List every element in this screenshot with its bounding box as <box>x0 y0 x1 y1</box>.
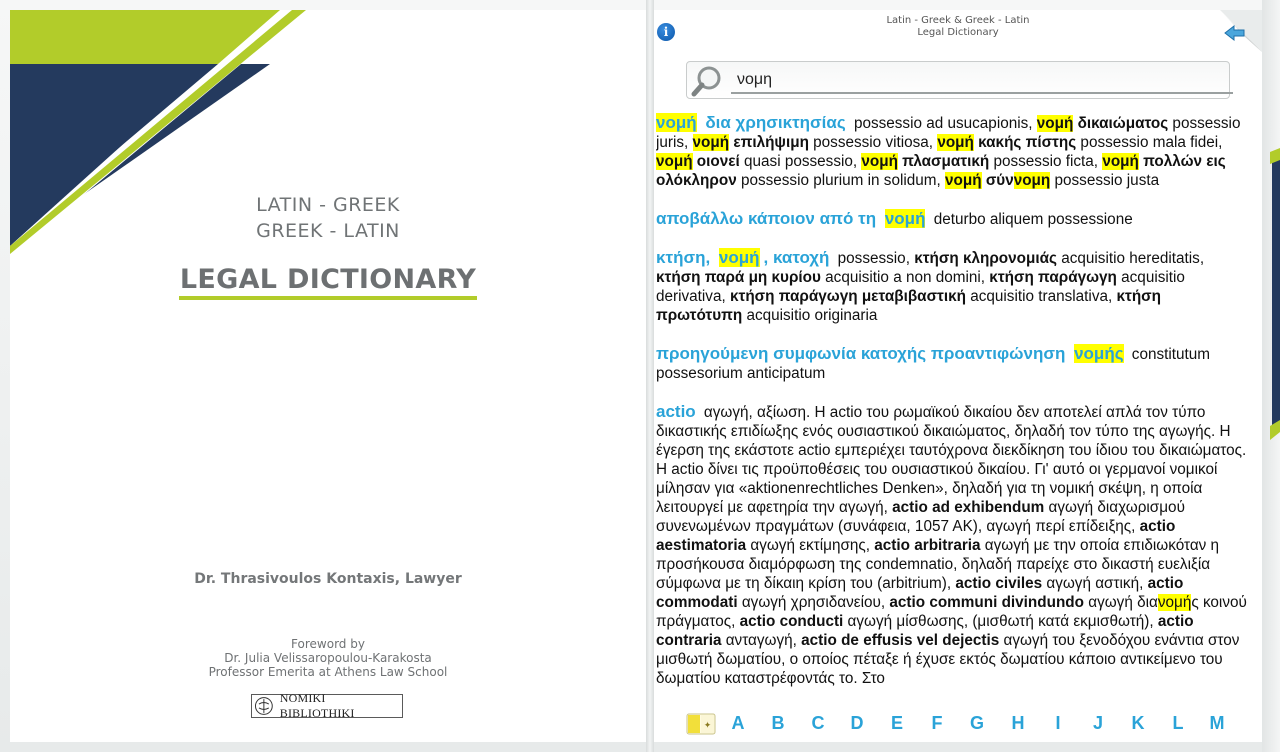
result-text: actio communi divindundo <box>889 594 1084 611</box>
result-text: acquisitio derivativa, <box>656 269 1185 305</box>
result-text: actio ad exhibendum <box>892 499 1045 516</box>
letter-h-button[interactable]: H <box>1011 713 1025 733</box>
result-text: νομή <box>937 134 974 151</box>
back-button[interactable] <box>1222 20 1252 48</box>
result-text: επιλήψιμη <box>729 134 809 151</box>
result-text: νομή <box>861 153 898 170</box>
letter-e-button[interactable]: E <box>890 713 903 733</box>
result-text: actio commodati <box>656 575 1184 611</box>
result-text: actio arbitraria <box>874 537 981 554</box>
result-text: αγωγή διαχωρισμού συνενωμένων πραγμάτων (συνάφεια, 1057 ΑΚ), αγωγή περί επίδειξης, <box>656 499 1185 535</box>
result-text: νομή <box>1102 153 1139 170</box>
result-text: possessio ad usucapionis, <box>849 115 1037 132</box>
result-text: νομή <box>692 134 730 151</box>
result-text: αγωγή αστική, <box>1042 575 1148 592</box>
edge-decoration <box>1262 0 1280 752</box>
result-text: αγωγή του ξενοδόχου ενάντια στον μισθωτή δωματίου, ο οποίος πέταξε ή έχυσε εκτός δωματίου κάποιο αντικείμενο του δωματίου καταστρέφοντάς το. Στο <box>656 632 1240 687</box>
result-headword: προηγούμενη συμφωνία κατοχής προαντιφώνηση <box>656 344 1071 363</box>
result-text: αγωγή μίσθωσης, (μισθωτή κατά εκμισθωτή), <box>843 613 1158 630</box>
letter-d-button[interactable]: D <box>850 713 864 733</box>
letter-l-button[interactable]: L <box>1172 713 1184 733</box>
info-button[interactable] <box>657 23 675 41</box>
result-text: κτήση πρωτότυπη <box>656 288 1161 324</box>
cover-title <box>10 264 646 300</box>
letter-b-button[interactable]: B <box>771 713 785 733</box>
bookmarks-icon[interactable] <box>686 712 716 736</box>
result-text: κτήση παράγωγη μεταβιβαστική <box>729 288 966 305</box>
app-title-line2: Legal Dictionary <box>917 27 999 38</box>
result-text: quasi possessio, <box>739 153 862 170</box>
result-text: actio civiles <box>955 575 1043 592</box>
result-text: possessio vitiosa, <box>808 134 938 151</box>
result-text: κακής πίστης <box>973 134 1077 151</box>
letter-i-button[interactable]: I <box>1055 713 1061 733</box>
result-text: κτήση κληρονομιάς <box>914 250 1057 267</box>
magnifier-icon[interactable] <box>691 64 725 98</box>
result-text: δικαιώματος <box>1073 115 1169 132</box>
result-text: αγωγή δια <box>1084 594 1158 611</box>
result-text: acquisitio translativa, <box>965 288 1117 305</box>
results-list <box>656 113 1250 701</box>
letter-g-button[interactable]: G <box>969 713 984 733</box>
alphabet-bar <box>654 710 1262 742</box>
result-text: νομή <box>945 172 982 189</box>
result-entry[interactable] <box>656 248 1250 325</box>
result-text: νομη <box>1013 172 1051 189</box>
result-text: πλασματική <box>897 153 990 170</box>
foreword-label: Foreword by <box>291 637 365 651</box>
publisher-name: NOMIKI BIBLIOTHIKI <box>279 691 355 720</box>
result-text: possessio juris, <box>656 115 1241 151</box>
letter-j-button[interactable]: J <box>1092 713 1103 733</box>
letter-a-button[interactable]: A <box>731 713 745 733</box>
cover-author: Dr. Thrasivoulos Kontaxis, Lawyer <box>194 571 462 587</box>
result-text: acquisitio a non domini, <box>820 269 990 286</box>
result-text: αγωγή χρησιδανείου, <box>737 594 890 611</box>
result-text: deturbo aliquem possessione <box>929 211 1133 228</box>
book-spine <box>646 0 654 752</box>
result-headword: , κατοχή <box>763 248 830 267</box>
right-page-edge <box>1262 0 1280 752</box>
result-text: actio de effusis vel dejectis <box>801 632 1000 649</box>
result-text: actio aestimatoria <box>656 518 1176 554</box>
letter-f-button[interactable]: F <box>931 713 943 733</box>
result-text: κτήση παρά μη κυρίου <box>656 269 821 286</box>
result-text: constitutum possesorium anticipatum <box>656 346 1211 382</box>
cover-line-latin-greek: LATIN - GREEK <box>256 194 400 216</box>
back-arrow-icon <box>1222 20 1252 48</box>
result-entry[interactable] <box>656 113 1250 190</box>
result-entry[interactable] <box>656 344 1250 383</box>
result-text: actio conducti <box>739 613 844 630</box>
letter-k-button[interactable]: K <box>1131 713 1145 733</box>
result-text: possessio ficta, <box>989 153 1103 170</box>
cover-title-text: LEGAL DICTIONARY <box>179 264 477 300</box>
result-text: σύν <box>981 172 1014 189</box>
result-headword: αποβάλλω κάποιον από τη <box>656 209 881 228</box>
app-title-line1: Latin - Greek & Greek - Latin <box>886 15 1030 26</box>
cover-line-greek-latin: GREEK - LATIN <box>256 220 400 242</box>
result-entry[interactable] <box>656 402 1250 688</box>
result-text: ς κοινού πράγματος, <box>656 594 1247 630</box>
result-text: νομή <box>1036 115 1074 132</box>
search-input[interactable] <box>731 68 1233 94</box>
result-text: possessio mala fidei, <box>1076 134 1223 151</box>
letter-c-button[interactable]: C <box>811 713 825 733</box>
cover-page <box>10 10 646 742</box>
result-entry[interactable] <box>656 209 1250 229</box>
result-text: acquisitio hereditatis, <box>1056 250 1205 267</box>
foreword-role: Professor Emerita at Athens Law School <box>208 665 448 679</box>
result-text: acquisitio originaria <box>742 307 878 324</box>
result-headword: actio <box>656 402 696 421</box>
search-box[interactable] <box>686 61 1230 99</box>
result-headword: νομή <box>884 209 926 228</box>
result-text: actio contraria <box>656 613 1194 649</box>
result-headword: νομής <box>1074 344 1124 363</box>
result-text: ανταγωγή, <box>721 632 802 649</box>
foreword-name: Dr. Julia Velissaropoulou-Karakosta <box>224 651 432 665</box>
result-headword: νομή <box>656 113 697 132</box>
svg-text:✦: ✦ <box>703 721 712 731</box>
result-text: πολλών εις ολόκληρον <box>656 153 1226 189</box>
app-title <box>804 15 1112 39</box>
result-text: αγωγή εκτίμησης, <box>746 537 875 554</box>
letter-m-button[interactable]: M <box>1209 713 1225 733</box>
result-headword: κτήση, <box>656 248 715 267</box>
result-text: οιονεί <box>692 153 740 170</box>
publisher-emblem-icon <box>254 696 274 716</box>
result-text: possessio plurium in solidum, <box>736 172 946 189</box>
result-text: αγωγή, αξίωση. Η actio του ρωμαϊκού δικαίου δεν αποτελεί απλά τον τύπο δικαστικής επιδίωξης ενός ουσιαστικού δικαιώματος, δηλαδή τον τύπο της αγωγής. Η έγερση της εκάστοτε actio εμπεριέχει ταυτόχρονα διεκδίκηση του ίδιου του δικαιώματος. Η actio δίνει τις προϋποθέσεις του ουσιαστικού δικαίου. Γι' αυτό οι γερμανοί νομικοί μίλησαν για «aktionenrechtliches Denken», δηλαδή για τη νομική σκέψη, η οποία λειτουργεί με αφετηρία την αγωγή, <box>656 404 1247 516</box>
result-text: possessio justa <box>1050 172 1160 189</box>
result-headword: δια χρησικτησίας <box>700 113 846 132</box>
info-icon: i <box>663 25 669 39</box>
publisher-logo <box>251 691 403 720</box>
result-text: αγωγή με την οποία επιδιωκόταν η προσήκουσα διαμόρφωση της condemnatio, δηλαδή παρείχε στο δικαστή ευελιξία σύμφωνα με τη δίκαιη κρίση του (arbitrium), <box>656 537 1220 592</box>
dictionary-page <box>654 10 1262 742</box>
result-headword: νομή <box>718 248 760 267</box>
result-text: κτήση παράγωγη <box>989 269 1117 286</box>
result-text: νομή <box>656 153 693 170</box>
result-text: νομή <box>1157 594 1192 611</box>
result-text: possessio, <box>833 250 915 267</box>
